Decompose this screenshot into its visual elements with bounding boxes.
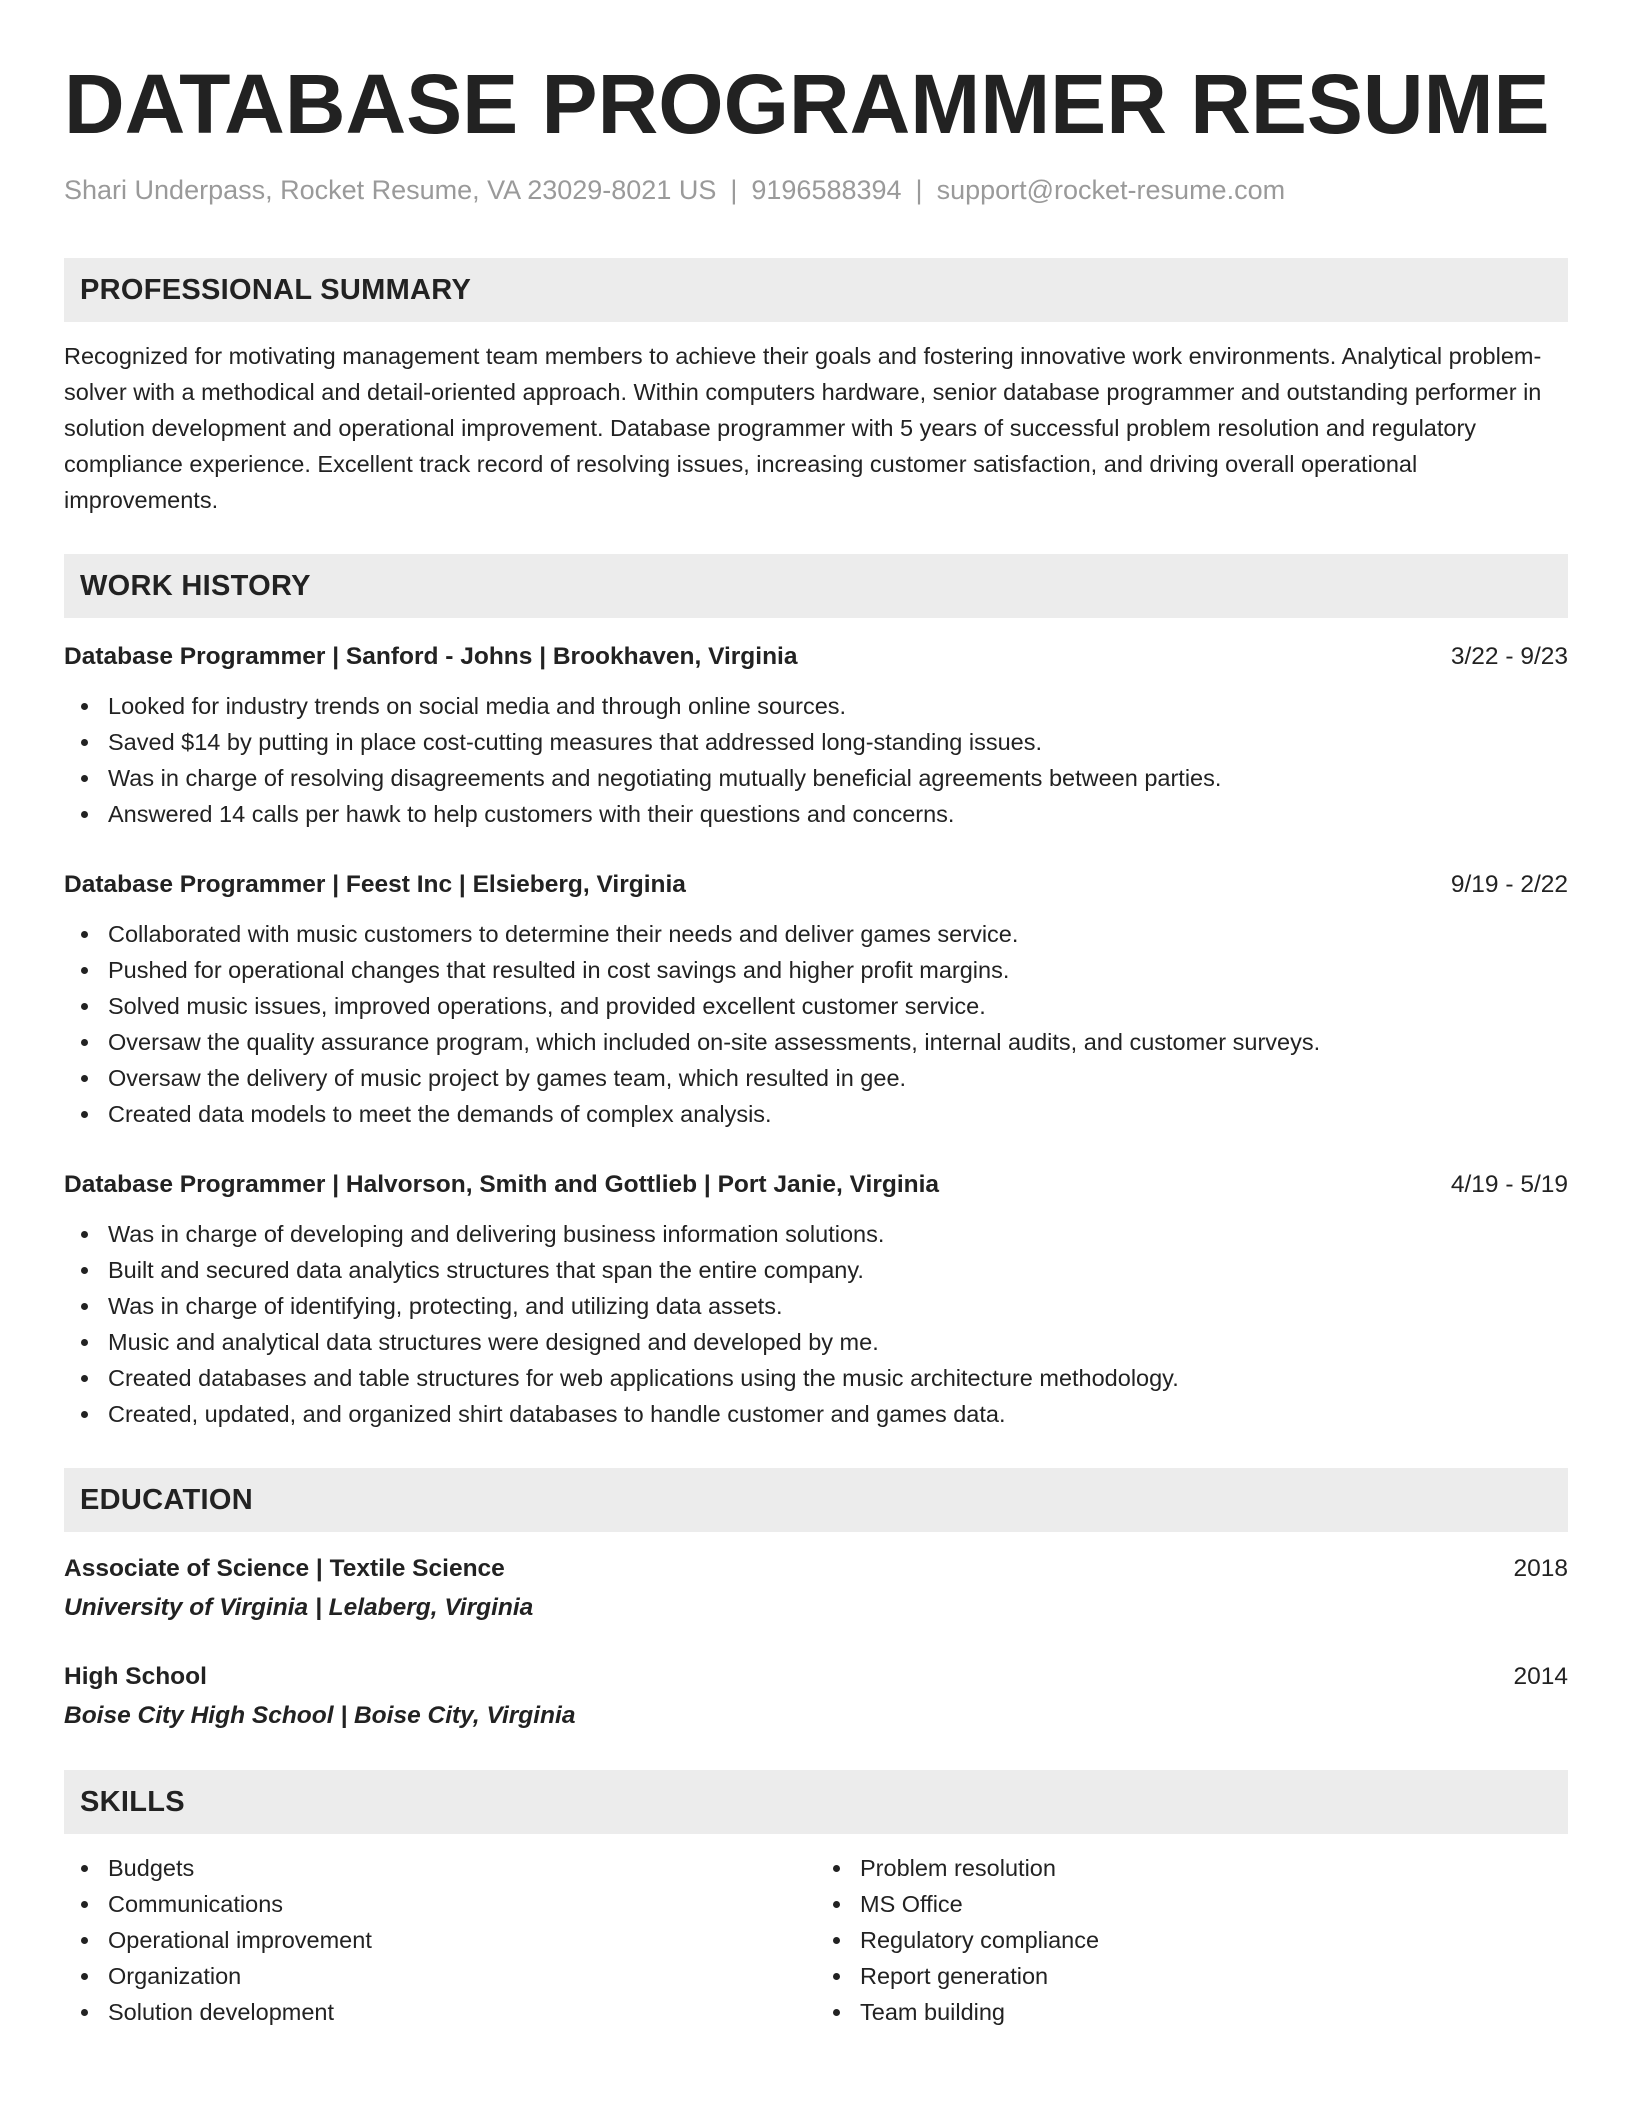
skill-item: Solution development (64, 1994, 816, 2030)
summary-text: Recognized for motivating management team members to achieve their goals and fostering innovative work environments. Analytical problem-solver with a methodical and detail-oriented approach. Within computers hardware, senior database programmer and outstanding performer in solution development and operational improvement. Database programmer with 5 years of successful problem resolution and regulatory compliance experience. Excellent track record of resolving issues, increasing customer satisfaction, and driving overall operational improvements. (64, 343, 1542, 513)
job-bullet: Looked for industry trends on social media and through online sources. (64, 688, 1568, 724)
contact-line (64, 172, 1568, 208)
section-header-work-history: WORK HISTORY (64, 554, 1568, 618)
job-dates: 3/22 - 9/23 (1450, 643, 1568, 670)
job-bullets (64, 916, 1568, 1132)
job-bullet: Created data models to meet the demands of complex analysis. (64, 1096, 1568, 1132)
skill-item: Team building (816, 1994, 1568, 2030)
job-header (64, 868, 1568, 902)
section-header-education: EDUCATION (64, 1468, 1568, 1532)
job-header (64, 640, 1568, 674)
job-bullet: Created databases and table structures for web applications using the music architecture methodology. (64, 1360, 1568, 1396)
section-header-skills: SKILLS (64, 1770, 1568, 1834)
job-dates: 4/19 - 5/19 (1450, 1171, 1568, 1198)
job-bullets (64, 1216, 1568, 1432)
contact-separator: | (730, 175, 738, 205)
contact-separator: | (915, 175, 923, 205)
education-school: University of Virginia | Lelaberg, Virginia (64, 1594, 534, 1621)
skills-column-right (816, 1850, 1568, 2030)
job-header (64, 1168, 1568, 1202)
job-bullet: Saved $14 by putting in place cost-cutting measures that addressed long-standing issues. (64, 724, 1568, 760)
resume-title: DATABASE PROGRAMMER RESUME (64, 57, 1550, 151)
job-bullet: Collaborated with music customers to determine their needs and deliver games service. (64, 916, 1568, 952)
job-bullet: Pushed for operational changes that resulted in cost savings and higher profit margins. (64, 952, 1568, 988)
job-bullet: Oversaw the quality assurance program, which included on-site assessments, internal audits, and customer surveys. (64, 1024, 1568, 1060)
contact-email: support@rocket-resume.com (936, 175, 1286, 205)
job-bullet: Was in charge of developing and delivering business information solutions. (64, 1216, 1568, 1252)
skill-item: Regulatory compliance (816, 1922, 1568, 1958)
job-dates: 9/19 - 2/22 (1450, 871, 1568, 898)
education-entry (64, 1660, 1568, 1734)
education-degree: High School (64, 1663, 207, 1690)
education-header (64, 1552, 1568, 1586)
education-year: 2018 (1513, 1555, 1568, 1582)
job-bullet: Answered 14 calls per hawk to help customers with their questions and concerns. (64, 796, 1568, 832)
skill-item: Communications (64, 1886, 816, 1922)
job-title: Database Programmer | Halvorson, Smith and Gottlieb | Port Janie, Virginia (64, 1171, 940, 1198)
education-school: Boise City High School | Boise City, Virginia (64, 1702, 576, 1729)
job-entry (64, 640, 1568, 832)
education-year: 2014 (1513, 1663, 1568, 1690)
contact-address: Shari Underpass, Rocket Resume, VA 23029-8021 US (64, 175, 717, 205)
skill-item: MS Office (816, 1886, 1568, 1922)
section-header-summary: PROFESSIONAL SUMMARY (64, 258, 1568, 322)
education-degree: Associate of Science | Textile Science (64, 1555, 505, 1582)
skill-item: Operational improvement (64, 1922, 816, 1958)
job-title: Database Programmer | Sanford - Johns | Brookhaven, Virginia (64, 643, 798, 670)
contact-phone: 9196588394 (751, 175, 902, 205)
job-bullet: Created, updated, and organized shirt databases to handle customer and games data. (64, 1396, 1568, 1432)
job-bullet: Music and analytical data structures were designed and developed by me. (64, 1324, 1568, 1360)
job-bullet: Was in charge of identifying, protecting, and utilizing data assets. (64, 1288, 1568, 1324)
job-entry (64, 868, 1568, 1132)
skills-grid (64, 1850, 1568, 2030)
skills-column-left (64, 1850, 816, 2030)
education-entry (64, 1552, 1568, 1626)
job-bullet: Was in charge of resolving disagreements and negotiating mutually beneficial agreements between parties. (64, 760, 1568, 796)
job-title: Database Programmer | Feest Inc | Elsieberg, Virginia (64, 871, 686, 898)
skill-item: Problem resolution (816, 1850, 1568, 1886)
skill-item: Budgets (64, 1850, 816, 1886)
skill-item: Report generation (816, 1958, 1568, 1994)
job-bullets (64, 688, 1568, 832)
education-header (64, 1660, 1568, 1694)
job-bullet: Solved music issues, improved operations, and provided excellent customer service. (64, 988, 1568, 1024)
job-bullet: Built and secured data analytics structures that span the entire company. (64, 1252, 1568, 1288)
job-entry (64, 1168, 1568, 1432)
job-bullet: Oversaw the delivery of music project by games team, which resulted in gee. (64, 1060, 1568, 1096)
skill-item: Organization (64, 1958, 816, 1994)
